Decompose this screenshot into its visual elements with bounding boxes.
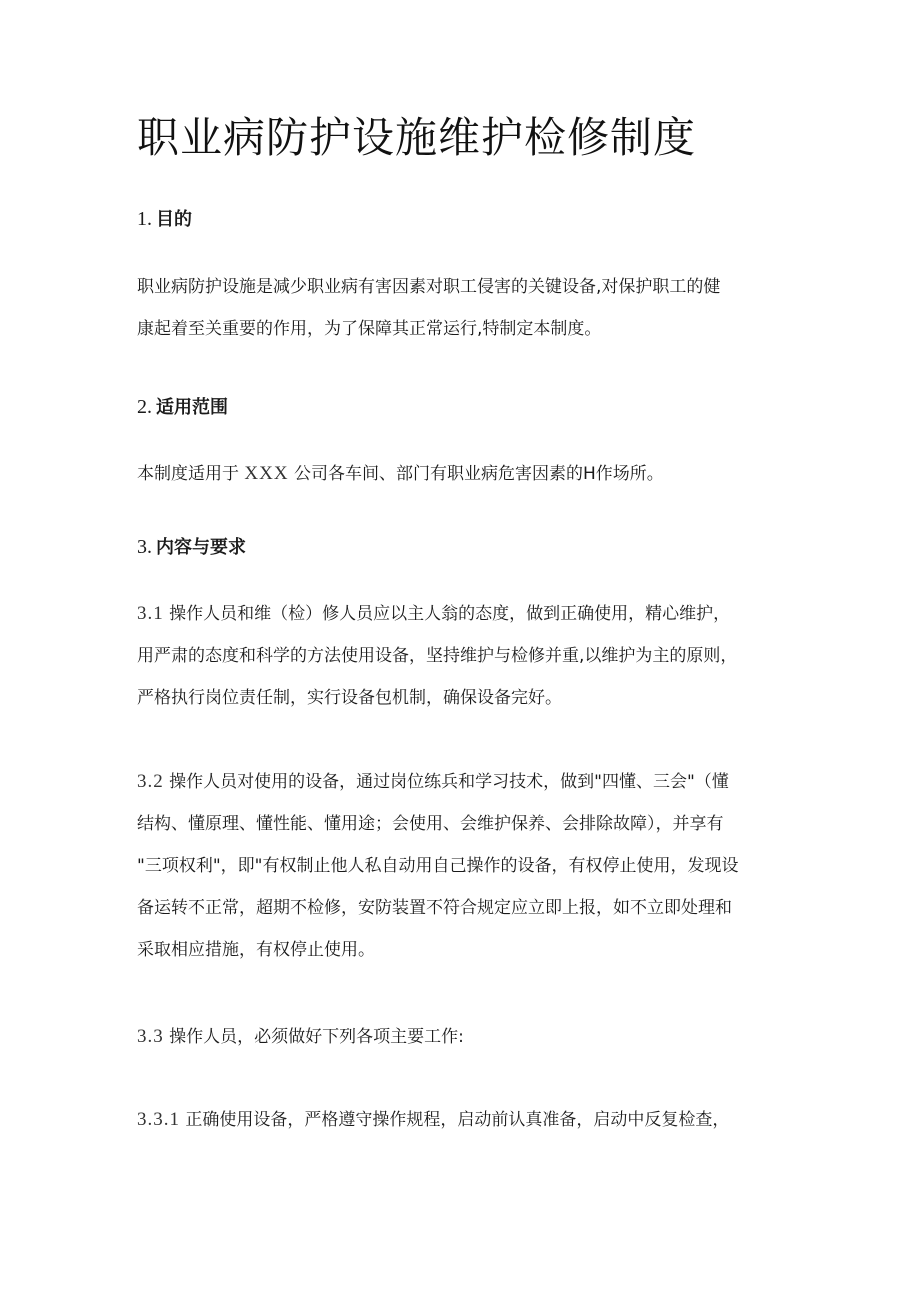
clause-3-1: [137, 593, 797, 719]
clause-3-3: [137, 1016, 797, 1058]
clause-number: 3.1: [137, 603, 164, 624]
clause-number: 3.2: [137, 771, 164, 792]
page-title: 职业病防护设施维护检修制度: [137, 113, 697, 162]
clause-text: 操作人员和维（检）修人员应以主人翁的态度，做到正确使用，精心维护，: [169, 604, 731, 624]
section-3-title: 内容与要求: [156, 537, 246, 558]
clause-text: 操作人员，必须做好下列各项主要工作:: [169, 1027, 464, 1047]
section-2-heading: [137, 394, 228, 421]
clause-3-2: [137, 761, 797, 971]
section-2-paragraph: [137, 453, 797, 495]
paragraph-line: [137, 453, 797, 495]
paragraph-line: 采取相应措施，有权停止使用。: [137, 940, 375, 960]
scope-prefix: 本制度适用于: [137, 464, 239, 484]
section-2-number: 2.: [137, 396, 152, 418]
paragraph-line: [137, 593, 797, 635]
paragraph-line: 康起着至关重要的作用，为了保障其正常运行,特制定本制度。: [137, 319, 602, 339]
paragraph-line: 结构、懂原理、懂性能、懂用途；会使用、会维护保养、会排除故障），并享有: [137, 814, 724, 834]
section-3-heading: [137, 534, 246, 561]
section-1-heading: [137, 206, 192, 233]
section-2-title: 适用范围: [156, 397, 228, 418]
paragraph-line: [137, 761, 797, 803]
paragraph-line: 职业病防护设施是减少职业病有害因素对职工侵害的关键设备,对保护职工的健: [137, 277, 721, 297]
paragraph-line: [137, 1016, 797, 1058]
clause-text: 操作人员对使用的设备，通过岗位练兵和学习技术，做到"四懂、三会"（懂: [169, 772, 729, 792]
section-3-number: 3.: [137, 536, 152, 558]
paragraph-line: "三项权利"，即"有权制止他人私自动用自己操作的设备，有权停止使用，发现设: [137, 856, 739, 876]
section-1-title: 目的: [156, 209, 192, 230]
section-1-paragraph: [137, 266, 797, 350]
paragraph-line: [137, 1099, 797, 1141]
clause-text: 正确使用设备，严格遵守操作规程，启动前认真准备，启动中反复检查，: [185, 1110, 730, 1130]
clause-number: 3.3: [137, 1026, 164, 1047]
section-1-number: 1.: [137, 208, 152, 230]
clause-3-3-1: [137, 1099, 797, 1141]
company-name: XXX: [244, 463, 289, 484]
paragraph-line: 备运转不正常，超期不检修，安防装置不符合规定应立即上报，如不立即处理和: [137, 898, 732, 918]
paragraph-line: 用严肃的态度和科学的方法使用设备，坚持维护与检修并重,以维护为主的原则，: [137, 646, 738, 666]
scope-suffix: 公司各车间、部门有职业病危害因素的H作场所。: [293, 464, 664, 484]
clause-number: 3.3.1: [137, 1109, 180, 1130]
paragraph-line: 严格执行岗位责任制，实行设备包机制，确保设备完好。: [137, 688, 562, 708]
